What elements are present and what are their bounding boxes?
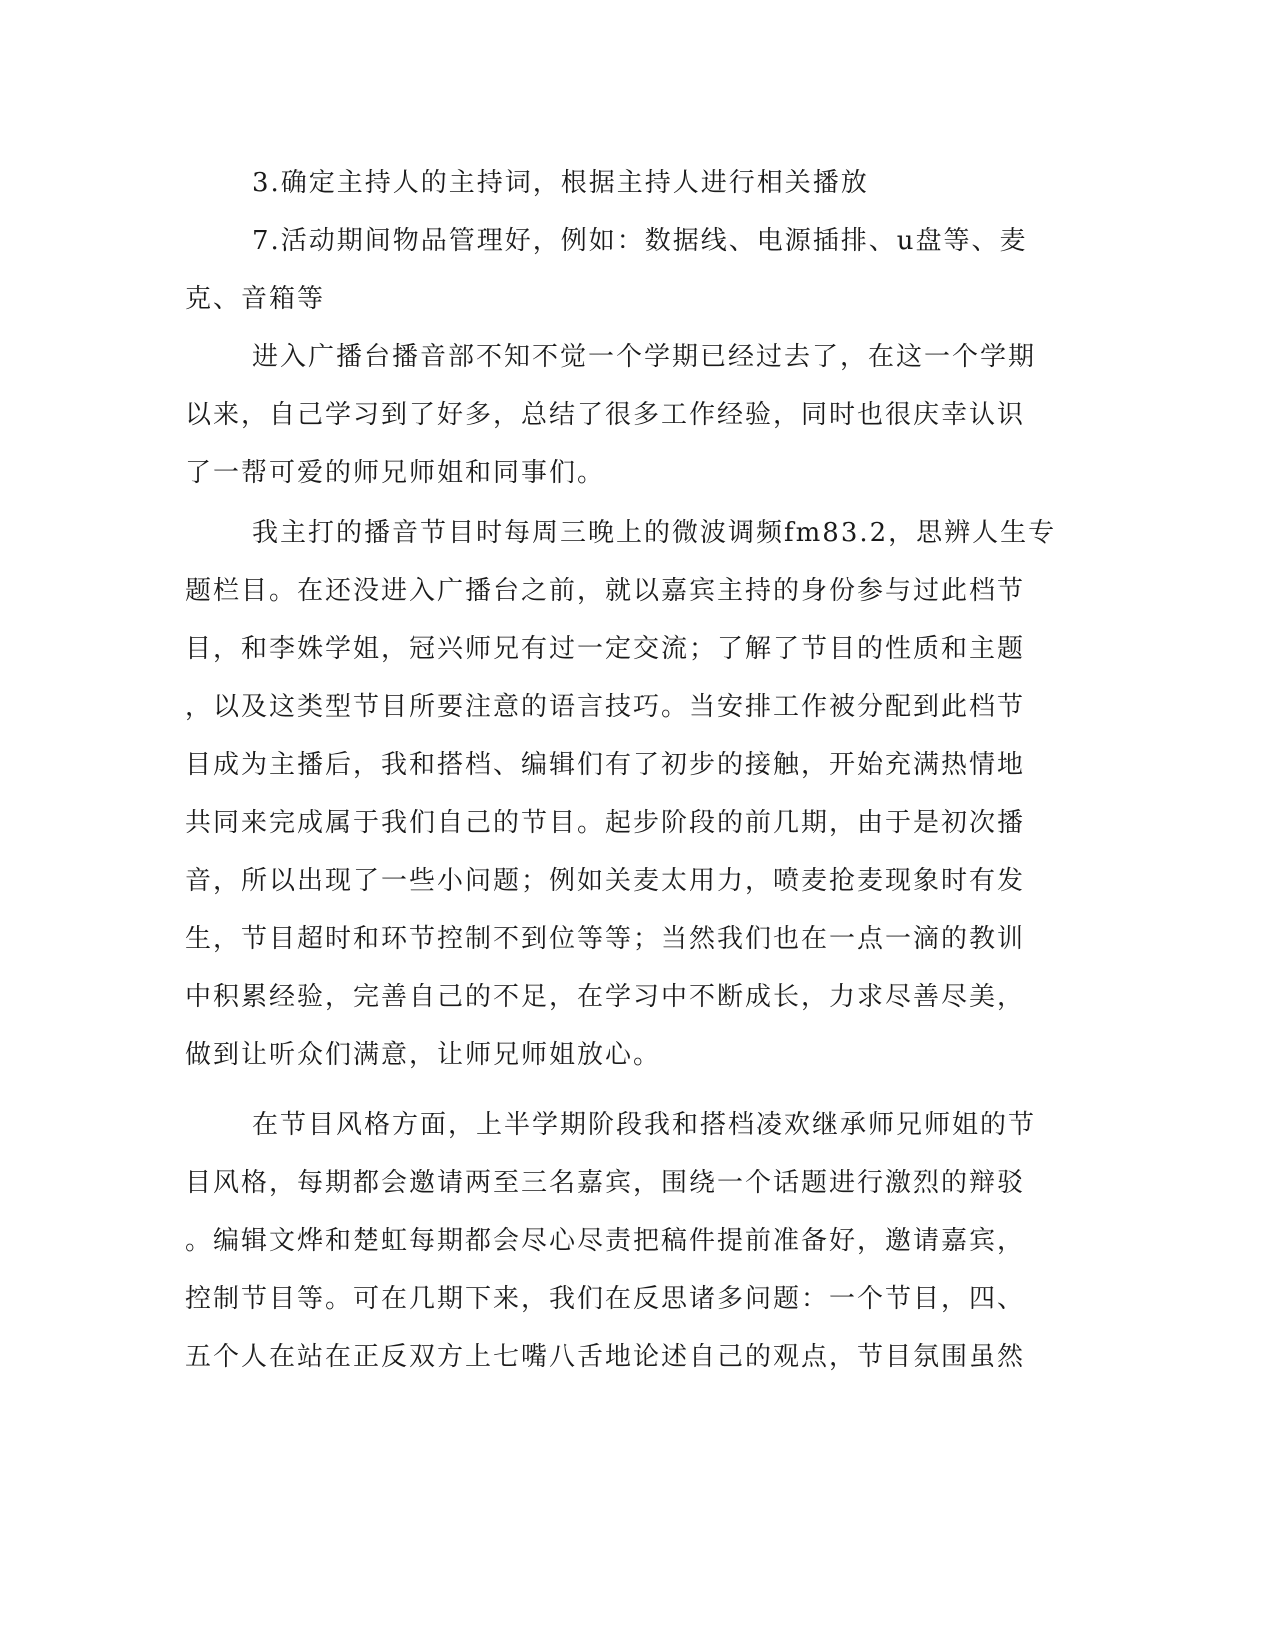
- text-line: 题栏目。在还没进入广播台之前，就以嘉宾主持的身份参与过此档节: [185, 576, 1026, 606]
- text-line: 在节目风格方面，上半学期阶段我和搭档凌欢继承师兄师姐的节: [252, 1110, 1037, 1140]
- text-line: 音，所以出现了一些小问题；例如关麦太用力，喷麦抢麦现象时有发: [185, 866, 1026, 896]
- text-line: 五个人在站在正反双方上七嘴八舌地论述自己的观点，节目氛围虽然: [185, 1342, 1026, 1372]
- text-line: 以来，自己学习到了好多，总结了很多工作经验，同时也很庆幸认识: [185, 400, 1026, 430]
- text-line: 目风格，每期都会邀请两至三名嘉宾，围绕一个话题进行激烈的辩驳: [185, 1168, 1026, 1198]
- text-line: 目，和李姝学姐，冠兴师兄有过一定交流；了解了节目的性质和主题: [185, 634, 1026, 664]
- text-line: ，以及这类型节目所要注意的语言技巧。当安排工作被分配到此档节: [185, 692, 1026, 722]
- text-line: 进入广播台播音部不知不觉一个学期已经过去了，在这一个学期: [252, 342, 1037, 372]
- text-line: 7.活动期间物品管理好，例如：数据线、电源插排、u盘等、麦: [252, 226, 1028, 256]
- text-line: 控制节目等。可在几期下来，我们在反思诸多问题：一个节目，四、: [185, 1284, 1026, 1314]
- text-line: 我主打的播音节目时每周三晚上的微波调频fm83.2，思辨人生专: [252, 518, 1057, 548]
- text-line: 共同来完成属于我们自己的节目。起步阶段的前几期，由于是初次播: [185, 808, 1026, 838]
- text-line: 做到让听众们满意，让师兄师姐放心。: [185, 1040, 662, 1070]
- text-line: 3.确定主持人的主持词，根据主持人进行相关播放: [252, 168, 869, 198]
- text-line: 目成为主播后，我和搭档、编辑们有了初步的接触，开始充满热情地: [185, 750, 1026, 780]
- text-line: 克、音箱等: [185, 284, 326, 314]
- text-line: 了一帮可爱的师兄师姐和同事们。: [185, 458, 606, 488]
- text-line: 生，节目超时和环节控制不到位等等；当然我们也在一点一滴的教训: [185, 924, 1026, 954]
- text-line: 。编辑文烨和楚虹每期都会尽心尽责把稿件提前准备好，邀请嘉宾，: [185, 1226, 1026, 1256]
- text-line: 中积累经验，完善自己的不足，在学习中不断成长，力求尽善尽美，: [185, 982, 1026, 1012]
